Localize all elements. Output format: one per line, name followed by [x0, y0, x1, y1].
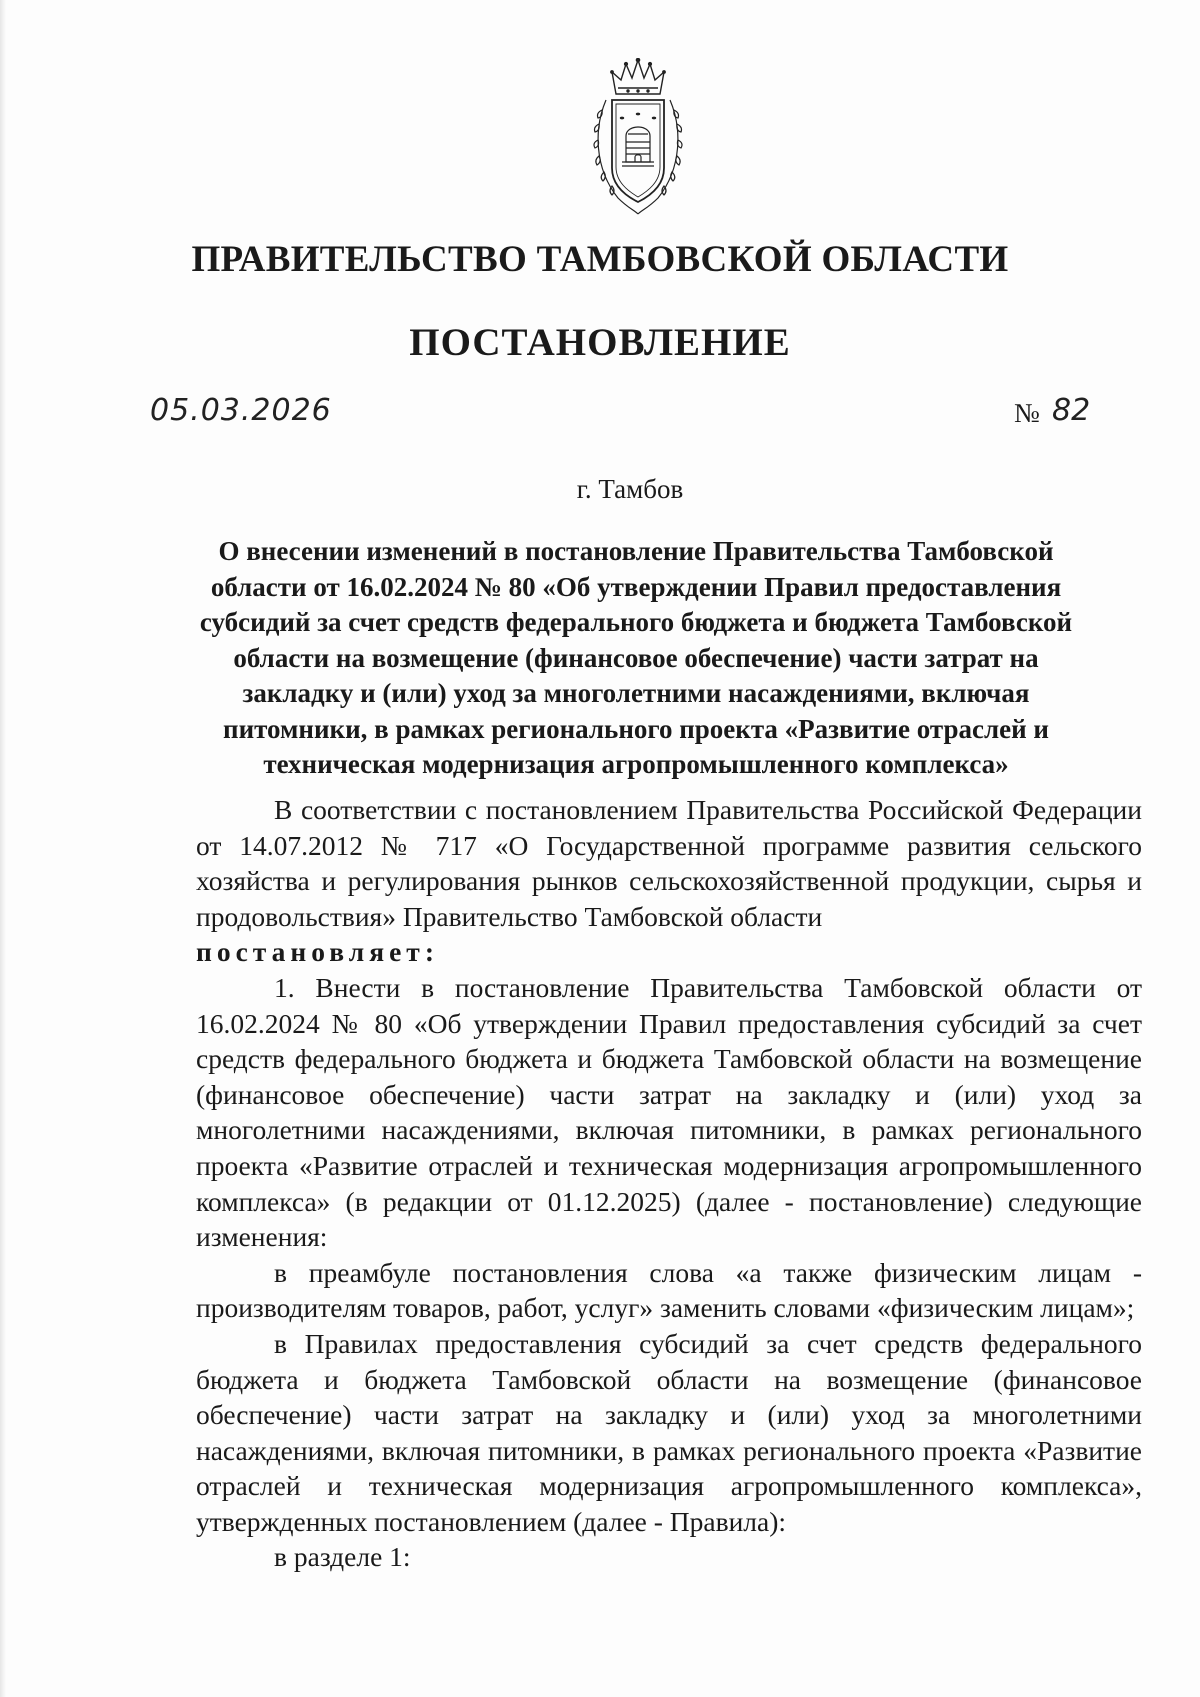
- section1-paragraph: в разделе 1:: [274, 1541, 411, 1573]
- item1-paragraph: 1. Внести в постановление Правительства Тамбовской области от 16.02.2024 № 80 «Об утверждении Правил предоставления субсидий за счет средств федерального бюджета и бюджета Тамбовской области на возмещение (финансовое обеспечение) части затрат на закладку и (или) уход за многолетними насаждениями, включая питомники, в рамках регионального проекта «Развитие отраслей и техническая модернизация агропромышленного комплекса» (в редакции от 01.12.2025) (далее - постановление) следующие изменения:: [196, 971, 1142, 1253]
- preamble-text: В соответствии с постановлением Правительства Российской Федерации от 14.07.2012 № 717 «О Государственной программе развития сельского хозяйства и регулирования рынков сельскохозяйственной продукции, сырья и продовольствия» Правительство Тамбовской области: [196, 794, 1142, 932]
- document-body: [196, 792, 1142, 1575]
- document-heading: О внесении изменений в постановление Правительства Тамбовской области от 16.02.2024 № 80 «Об утверждении Правил предоставления субсидий за счет средств федерального бюджета и бюджета Тамбовской области на возмещение (финансовое обеспечение) части затрат на закладку и (или) уход за многолетними насаждениями, включая питомники, в рамках регионального проекта «Развитие отраслей и техническая модернизация агропромышленного комплекса»: [199, 536, 1073, 779]
- number-label: №: [1014, 398, 1040, 428]
- decree-word: постановляет:: [196, 936, 439, 968]
- handwritten-number: 82: [1052, 393, 1091, 428]
- rules-change-paragraph: в Правилах предоставления субсидий за счет средств федерального бюджета и бюджета Тамбовской области на возмещение (финансовое обеспечение) части затрат на закладку и (или) уход за многолетними насаждениями, включая питомники, в рамках регионального проекта «Развитие отраслей и техническая модернизация агропромышленного комплекса», утвержденных постановлением (далее - Правила):: [196, 1327, 1142, 1537]
- document-type-title: ПОСТАНОВЛЕНИЕ: [409, 321, 791, 364]
- decree-paragraph: [196, 934, 1142, 970]
- coat-of-arms-icon: [588, 58, 688, 218]
- preamble-change-paragraph: в преамбуле постановления слова «а также физическим лицам - производителям товаров, работ, услуг» заменить словами «физическим лицам»;: [196, 1256, 1142, 1324]
- handwritten-date: 05.03.2026: [150, 393, 332, 428]
- city-line: г. Тамбов: [576, 474, 684, 504]
- preamble-paragraph: [196, 792, 1142, 934]
- government-title: ПРАВИТЕЛЬСТВО ТАМБОВСКОЙ ОБЛАСТИ: [191, 239, 1009, 280]
